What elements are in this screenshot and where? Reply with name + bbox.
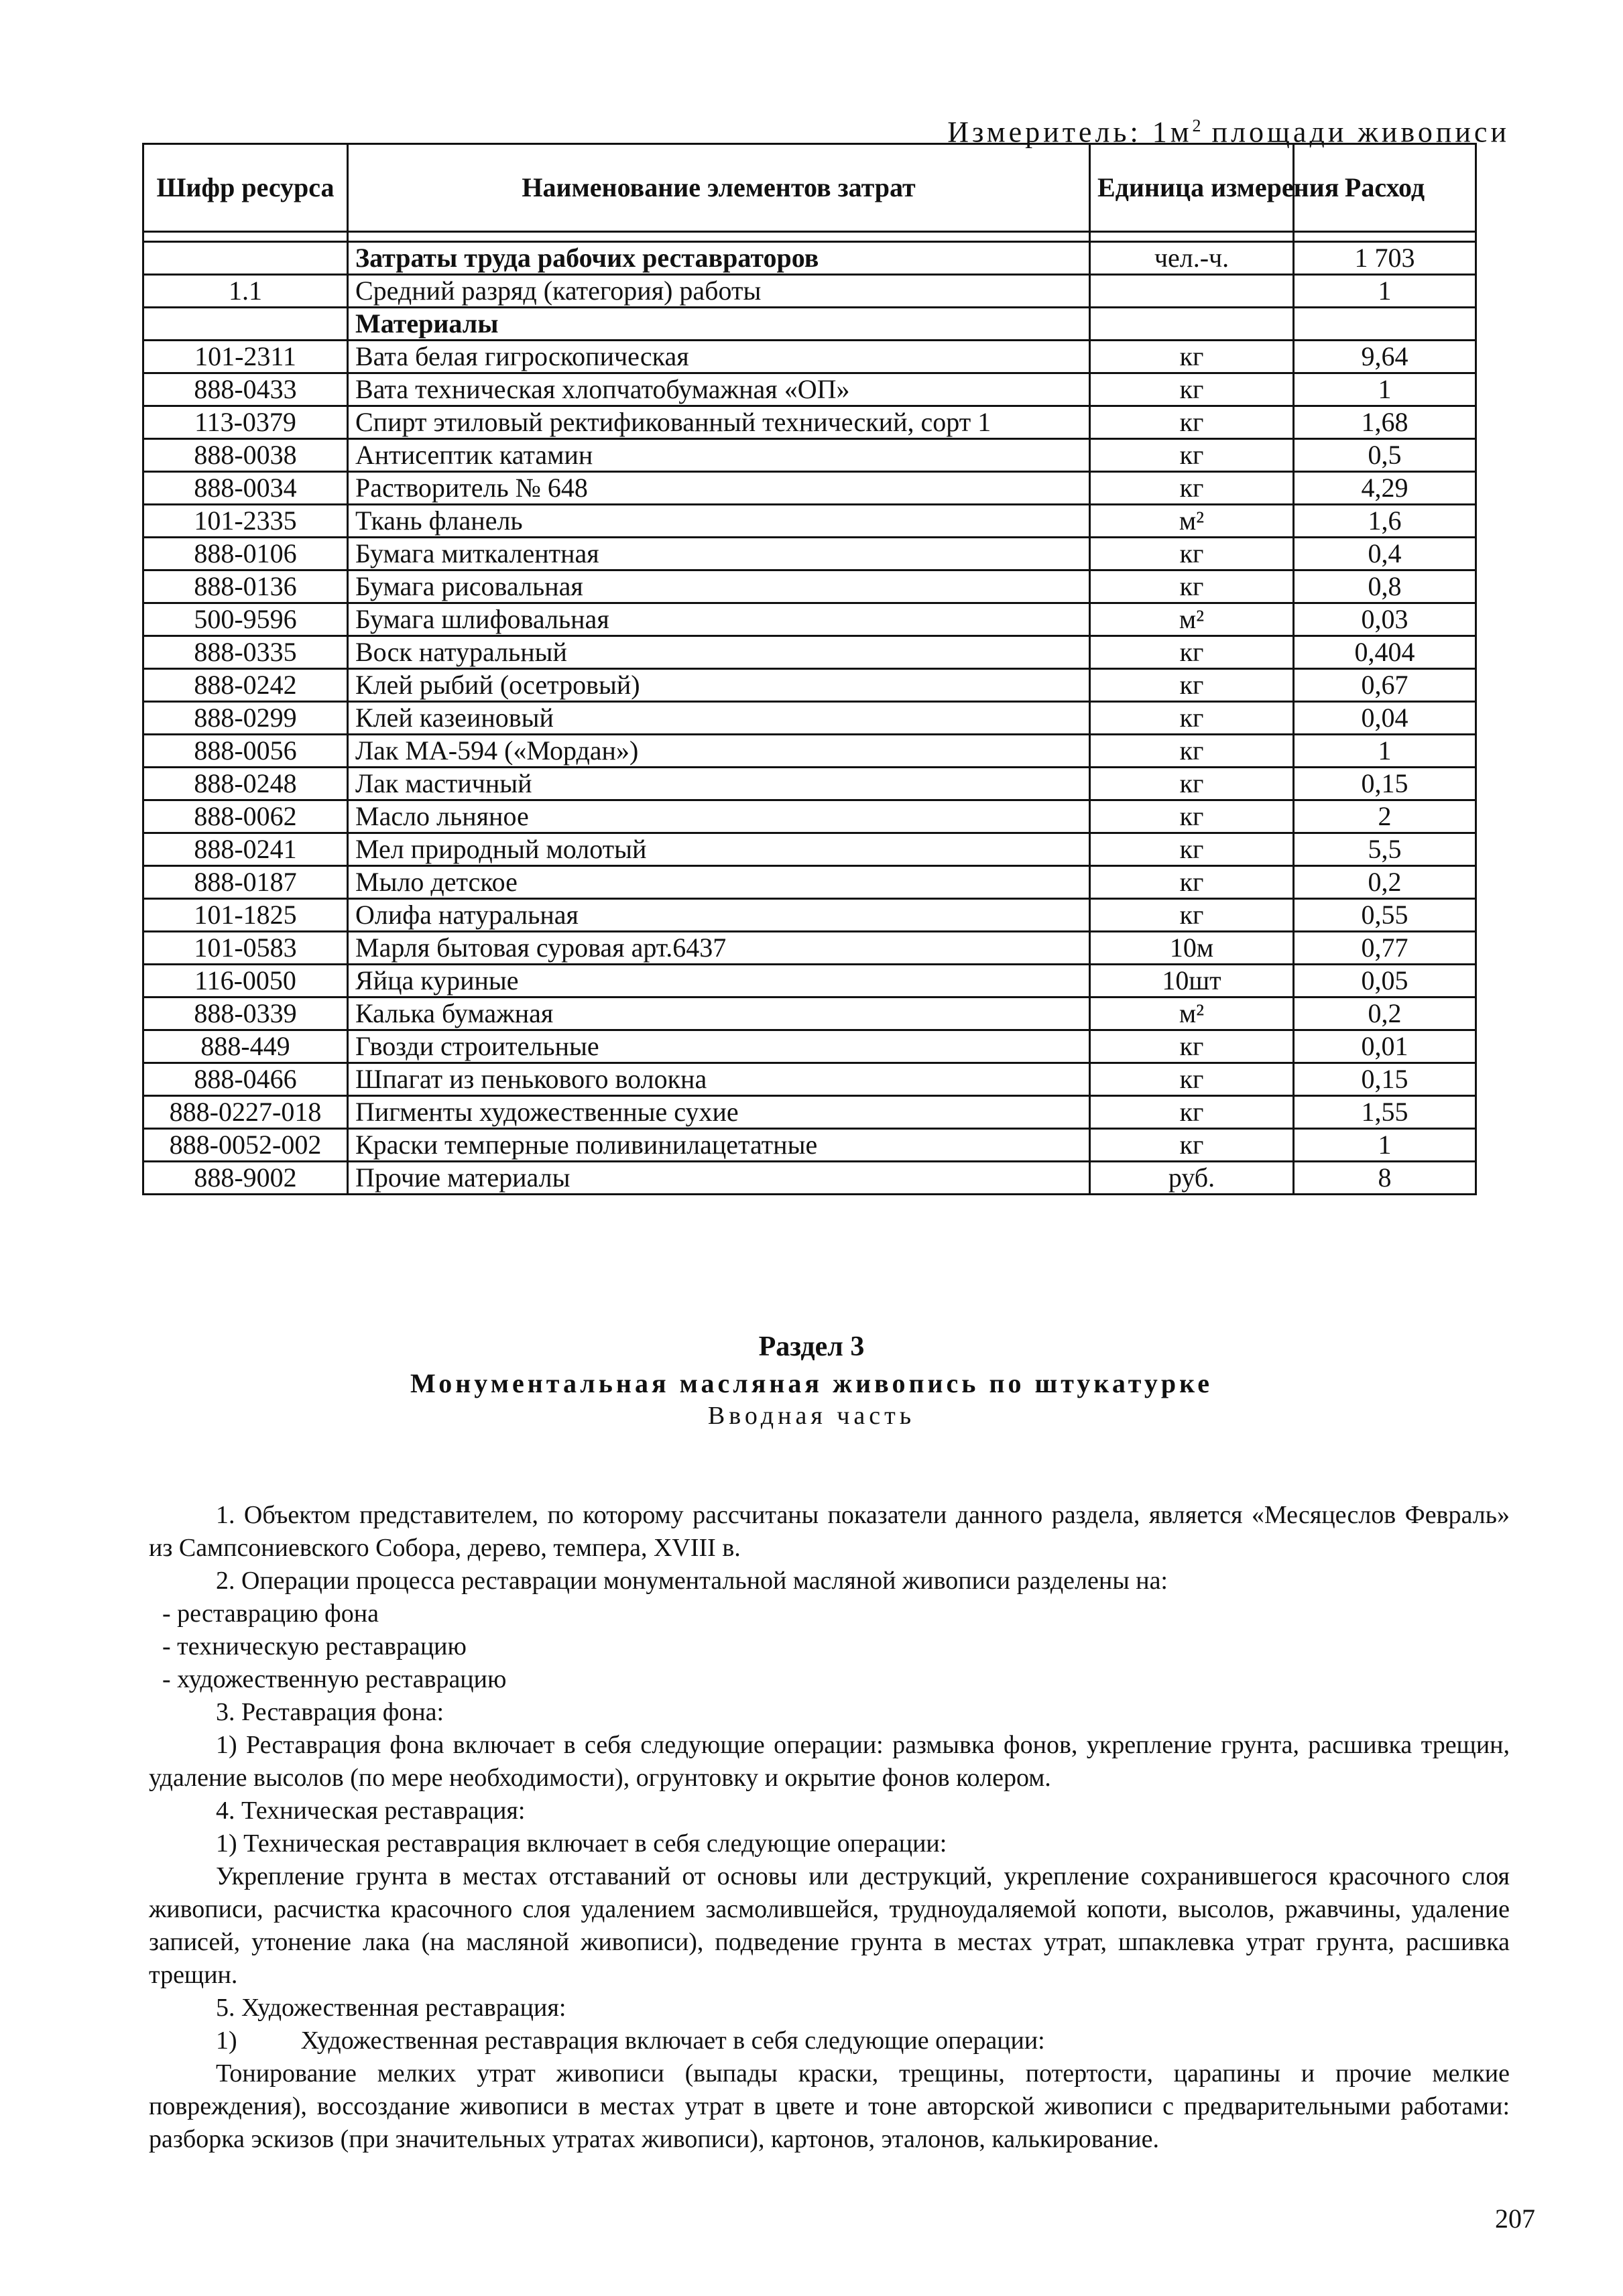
- header-unit: Единица измерения: [1090, 144, 1294, 232]
- cell-code: 888-0187: [143, 866, 348, 899]
- paragraph: Укрепление грунта в местах отставаний от основы или деструкций, укрепление сохранившегося красочного слоя живописи, расчистка красочного слоя удалением засмолившейся, трудноудаляемой копоти, высолов, ржавчины, удаление записей, утонение лака (на масляной живописи), подведение грунта в местах утрат, шпаклевка утрат грунта, расшивка трещин.: [149, 1862, 1510, 1989]
- cell-code: [143, 242, 348, 275]
- cell-unit: кг: [1090, 406, 1294, 439]
- cell-name: Средний разряд (категория) работы: [348, 275, 1090, 308]
- table-row: [143, 899, 1476, 932]
- cell-name: Воск натуральный: [348, 636, 1090, 669]
- cell-qty: 1,68: [1294, 406, 1476, 439]
- cell-unit: кг: [1090, 1096, 1294, 1129]
- section-title: Монументальная масляная живопись по штукатурке: [410, 1368, 1213, 1398]
- cell-name: Лак мастичный: [348, 768, 1090, 800]
- cell-qty: 0,15: [1294, 768, 1476, 800]
- header-name: Наименование элементов затрат: [348, 144, 1090, 232]
- cell-name: Спирт этиловый ректификованный технический, сорт 1: [348, 406, 1090, 439]
- cell-name: Краски темперные поливинилацетатные: [348, 1129, 1090, 1162]
- cell-code: 888-0299: [143, 702, 348, 735]
- paragraph: 1. Объектом представителем, по которому рассчитаны показатели данного раздела, является «Месяцеслов Февраль» из Сампсониевского Собора, дерево, темпера, XVIII в.: [149, 1501, 1510, 1562]
- table-row: [143, 768, 1476, 800]
- cell-name: Бумага шлифовальная: [348, 603, 1090, 636]
- table-row: [143, 998, 1476, 1030]
- cell-qty: 1 703: [1294, 242, 1476, 275]
- paragraph: 1) Техническая реставрация включает в себя следующие операции:: [216, 1829, 947, 1858]
- cell-code: 888-0248: [143, 768, 348, 800]
- table-row: [143, 702, 1476, 735]
- cell-code: 101-2311: [143, 341, 348, 373]
- table-row: [143, 373, 1476, 406]
- cell-name: Калька бумажная: [348, 998, 1090, 1030]
- cell-unit: кг: [1090, 570, 1294, 603]
- cell-code: [143, 308, 348, 341]
- table-row: [143, 1129, 1476, 1162]
- cell-name: Ткань фланель: [348, 505, 1090, 538]
- cell-name: Пигменты художественные сухие: [348, 1096, 1090, 1129]
- cell-qty: 0,404: [1294, 636, 1476, 669]
- table-row: [143, 308, 1476, 341]
- cell-unit: кг: [1090, 866, 1294, 899]
- cell-code: 888-0136: [143, 570, 348, 603]
- table-row: [143, 1063, 1476, 1096]
- cell-code: 888-0056: [143, 735, 348, 768]
- cell-unit: кг: [1090, 735, 1294, 768]
- paragraph: 3. Реставрация фона:: [216, 1698, 444, 1726]
- table-row: [143, 636, 1476, 669]
- cell-code: 888-0335: [143, 636, 348, 669]
- cell-qty: 0,77: [1294, 932, 1476, 965]
- cell-name: Затраты труда рабочих реставраторов: [348, 242, 1090, 275]
- cell-qty: 0,2: [1294, 998, 1476, 1030]
- cell-name: Марля бытовая суровая арт.6437: [348, 932, 1090, 965]
- cell-code: 888-0034: [143, 472, 348, 505]
- cell-code: 888-0227-018: [143, 1096, 348, 1129]
- cell-unit: кг: [1090, 373, 1294, 406]
- cell-code: 113-0379: [143, 406, 348, 439]
- cell-qty: 1: [1294, 1129, 1476, 1162]
- cell-name: Вата техническая хлопчатобумажная «ОП»: [348, 373, 1090, 406]
- table-row: [143, 669, 1476, 702]
- cell-qty: 5,5: [1294, 833, 1476, 866]
- cell-name: Бумага рисовальная: [348, 570, 1090, 603]
- cell-code: 888-0339: [143, 998, 348, 1030]
- table-row: [143, 538, 1476, 570]
- cell-unit: м²: [1090, 603, 1294, 636]
- cell-name: Шпагат из пенькового волокна: [348, 1063, 1090, 1096]
- cell-qty: 0,04: [1294, 702, 1476, 735]
- list-item: - реставрацию фона: [162, 1599, 379, 1628]
- table-row: [143, 603, 1476, 636]
- cell-qty: 0,55: [1294, 899, 1476, 932]
- table-row: [143, 439, 1476, 472]
- cell-unit: кг: [1090, 1063, 1294, 1096]
- resource-table: [142, 143, 1477, 1195]
- cell-unit: кг: [1090, 472, 1294, 505]
- cell-unit: кг: [1090, 702, 1294, 735]
- cell-qty: 0,8: [1294, 570, 1476, 603]
- cell-qty: 1: [1294, 373, 1476, 406]
- cell-code: 888-0062: [143, 800, 348, 833]
- table-row: [143, 965, 1476, 998]
- cell-qty: 0,15: [1294, 1063, 1476, 1096]
- list-item: - техническую реставрацию: [162, 1632, 467, 1660]
- cell-unit: кг: [1090, 800, 1294, 833]
- cell-code: 116-0050: [143, 965, 348, 998]
- cell-qty: 0,03: [1294, 603, 1476, 636]
- cell-code: 888-9002: [143, 1162, 348, 1195]
- cell-qty: 8: [1294, 1162, 1476, 1195]
- list-item: - художественную реставрацию: [162, 1665, 507, 1693]
- cell-unit: кг: [1090, 833, 1294, 866]
- cell-unit: кг: [1090, 1129, 1294, 1162]
- cell-code: 888-0433: [143, 373, 348, 406]
- cell-code: 500-9596: [143, 603, 348, 636]
- cell-unit: кг: [1090, 538, 1294, 570]
- cell-qty: 2: [1294, 800, 1476, 833]
- paragraph: Тонирование мелких утрат живописи (выпады краски, трещины, потертости, царапины и прочие мелкие повреждения), воссоздание живописи в местах утрат в цвете и тоне авторской живописи с предварительными работами: разборка эскизов (при значительных утратах живописи), картонов, эталонов, калькирование.: [149, 2059, 1510, 2153]
- paragraph: 1) Реставрация фона включает в себя следующие операции: размывка фонов, укрепление грунта, расшивка трещин, удаление высолов (по мере необходимости), огрунтовку и окрытие фонов колером.: [149, 1731, 1510, 1792]
- table-row: [143, 932, 1476, 965]
- page-number: 207: [1495, 2203, 1535, 2234]
- table-row: [143, 570, 1476, 603]
- cell-qty: 1,6: [1294, 505, 1476, 538]
- table-row: [143, 1162, 1476, 1195]
- cell-code: 101-0583: [143, 932, 348, 965]
- cell-code: 1.1: [143, 275, 348, 308]
- cell-unit: руб.: [1090, 1162, 1294, 1195]
- paragraph: 2. Операции процесса реставрации монументальной масляной живописи разделены на:: [216, 1567, 1168, 1595]
- paragraph: 1) Художественная реставрация включает в себя следующие операции:: [216, 2027, 1045, 2055]
- cell-unit: кг: [1090, 1030, 1294, 1063]
- cell-qty: 1: [1294, 735, 1476, 768]
- cell-name: Бумага миткалентная: [348, 538, 1090, 570]
- table-row: [143, 833, 1476, 866]
- cell-unit: м²: [1090, 998, 1294, 1030]
- paragraph: 5. Художественная реставрация:: [216, 1994, 566, 2022]
- cell-code: 888-0052-002: [143, 1129, 348, 1162]
- cell-unit: кг: [1090, 341, 1294, 373]
- cell-qty: [1294, 308, 1476, 341]
- table-row: [143, 341, 1476, 373]
- cell-code: 888-0242: [143, 669, 348, 702]
- table-row: [143, 472, 1476, 505]
- table-row: [143, 1030, 1476, 1063]
- cell-name: Клей казеиновый: [348, 702, 1090, 735]
- cell-unit: 10шт: [1090, 965, 1294, 998]
- cell-unit: кг: [1090, 899, 1294, 932]
- cell-name: Мыло детское: [348, 866, 1090, 899]
- cell-unit: м²: [1090, 505, 1294, 538]
- cell-unit: кг: [1090, 439, 1294, 472]
- table-row: [143, 406, 1476, 439]
- cell-name: Мел природный молотый: [348, 833, 1090, 866]
- paragraph: 4. Техническая реставрация:: [216, 1797, 526, 1825]
- cell-name: Материалы: [348, 308, 1090, 341]
- cell-unit: чел.-ч.: [1090, 242, 1294, 275]
- cell-code: 888-449: [143, 1030, 348, 1063]
- cell-name: Прочие материалы: [348, 1162, 1090, 1195]
- intro-text: [149, 1499, 1510, 2156]
- header-qty: Расход: [1294, 144, 1476, 232]
- cell-code: 888-0038: [143, 439, 348, 472]
- cell-unit: 10м: [1090, 932, 1294, 965]
- table-row: [143, 242, 1476, 275]
- cell-name: Лак МА-594 («Мордан»): [348, 735, 1090, 768]
- cell-qty: 0,5: [1294, 439, 1476, 472]
- table-row: [143, 275, 1476, 308]
- table-header-row: [143, 144, 1476, 232]
- cell-unit: [1090, 308, 1294, 341]
- cell-qty: 0,67: [1294, 669, 1476, 702]
- cell-name: Масло льняное: [348, 800, 1090, 833]
- cell-name: Олифа натуральная: [348, 899, 1090, 932]
- cell-qty: 0,2: [1294, 866, 1476, 899]
- header-code: Шифр ресурса: [143, 144, 348, 232]
- cell-unit: кг: [1090, 768, 1294, 800]
- cell-qty: 9,64: [1294, 341, 1476, 373]
- table-row: [143, 735, 1476, 768]
- table-row: [143, 505, 1476, 538]
- cell-name: Антисептик катамин: [348, 439, 1090, 472]
- cell-name: Клей рыбий (осетровый): [348, 669, 1090, 702]
- cell-qty: 4,29: [1294, 472, 1476, 505]
- table-row: [143, 866, 1476, 899]
- section-subtitle: Вводная часть: [707, 1402, 916, 1430]
- cell-qty: 0,4: [1294, 538, 1476, 570]
- cell-code: 888-0106: [143, 538, 348, 570]
- table-row: [143, 800, 1476, 833]
- measure-unit-caption: Измеритель: $1м^2$ площади живописи: [947, 115, 1510, 149]
- cell-qty: 0,01: [1294, 1030, 1476, 1063]
- cell-code: 101-2335: [143, 505, 348, 538]
- table-spacer-row: [143, 232, 1476, 242]
- cell-name: Растворитель № 648: [348, 472, 1090, 505]
- cell-code: 888-0241: [143, 833, 348, 866]
- section-number: Раздел 3: [758, 1331, 865, 1362]
- cell-unit: кг: [1090, 669, 1294, 702]
- cell-name: Яйца куриные: [348, 965, 1090, 998]
- cell-qty: 0,05: [1294, 965, 1476, 998]
- table-row: [143, 1096, 1476, 1129]
- cell-unit: [1090, 275, 1294, 308]
- cell-name: Гвозди строительные: [348, 1030, 1090, 1063]
- cell-name: Вата белая гигроскопическая: [348, 341, 1090, 373]
- cell-qty: 1,55: [1294, 1096, 1476, 1129]
- cell-qty: 1: [1294, 275, 1476, 308]
- cell-code: 888-0466: [143, 1063, 348, 1096]
- cell-unit: кг: [1090, 636, 1294, 669]
- cell-code: 101-1825: [143, 899, 348, 932]
